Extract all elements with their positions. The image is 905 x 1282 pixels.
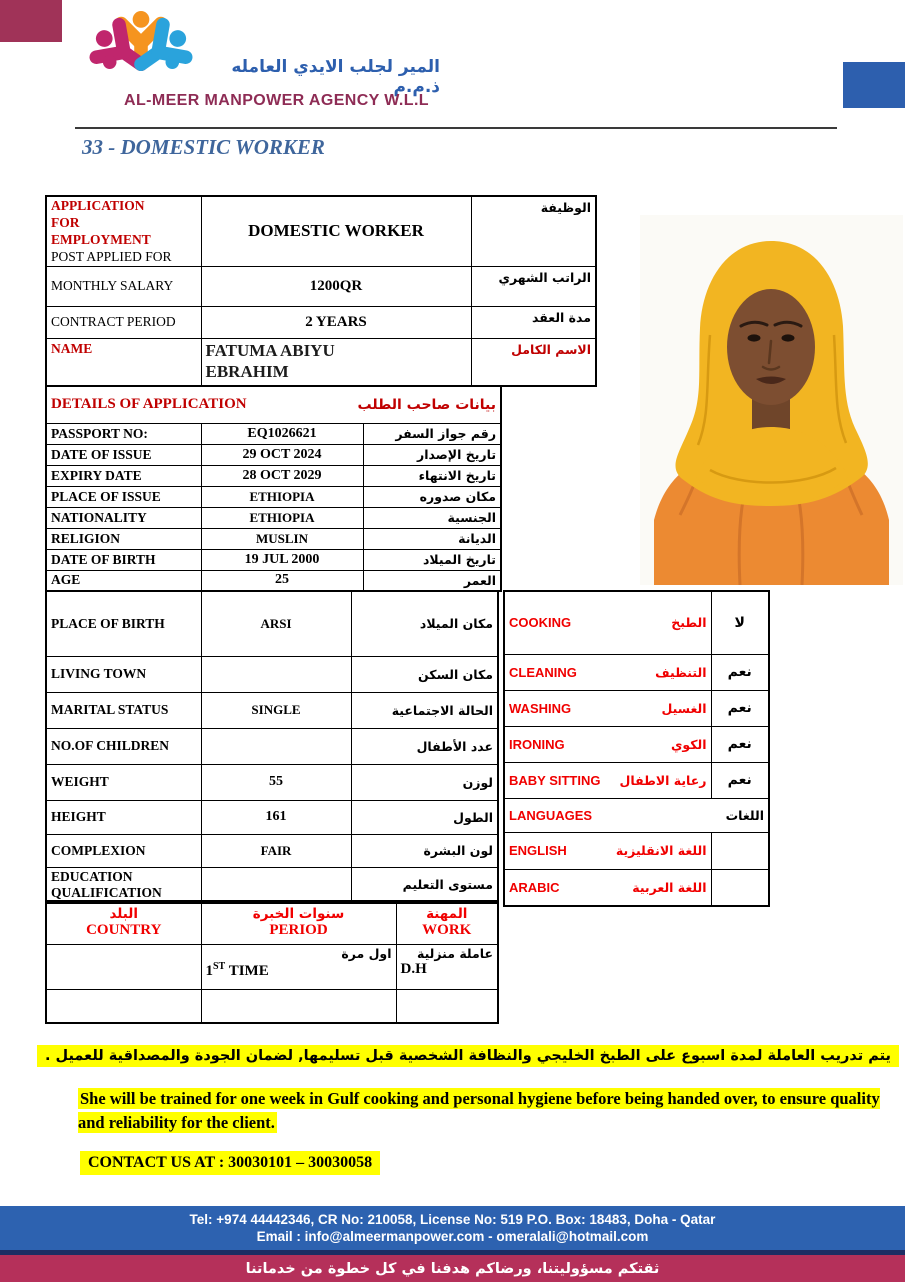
marital-status-label: MARITAL STATUS [46, 692, 201, 728]
age-row [46, 570, 501, 591]
complexion-arabic: لون البشرة [351, 834, 498, 867]
washing-label: WASHING [509, 700, 572, 716]
date-of-birth-label: DATE OF BIRTH [46, 549, 201, 570]
weight-row [46, 764, 498, 800]
place-of-issue-value: ETHIOPIA [201, 486, 363, 507]
marital-status-row [46, 692, 498, 728]
date-of-issue-label: DATE OF ISSUE [46, 444, 201, 465]
ironing-arabic: الكوي [670, 736, 707, 752]
weight-arabic: لوزن [351, 764, 498, 800]
personal-details-table [45, 590, 499, 904]
no-of-children-arabic: عدد الأطفال [351, 728, 498, 764]
nationality-row [46, 507, 501, 528]
place-of-birth-arabic: مكان الميلاد [351, 591, 498, 656]
details-header-ar: بيانات صاحب الطلب [357, 396, 497, 413]
complexion-row [46, 834, 498, 867]
details-header-en: DETAILS OF APPLICATION [51, 396, 247, 413]
footer-tagline: ثقتكم مسؤوليتنا، ورضاكم هدفنا في كل خطوة من خدماتنا [245, 1260, 660, 1277]
marital-status-arabic: الحالة الاجتماعية [351, 692, 498, 728]
work-header: WORK [422, 922, 472, 939]
passport-no-arabic: رقم جواز السفر [363, 423, 501, 444]
name-label: NAME [51, 340, 93, 356]
first-time-arabic: اول مرة [341, 945, 392, 961]
training-note-english: She will be trained for one week in Gulf cooking and personal hygiene before being handed over, to ensure quality and reliability for the client. [78, 1089, 880, 1132]
height-label: HEIGHT [46, 800, 201, 834]
monthly-salary-label: MONTHLY SALARY [46, 266, 201, 306]
date-of-issue-value: 29 OCT 2024 [201, 444, 363, 465]
right-blue-band [843, 62, 905, 108]
languages-label: LANGUAGES [509, 807, 593, 823]
contract-period-row [46, 306, 596, 338]
cooking-row [504, 591, 769, 654]
contact-numbers: CONTACT US AT : 30030101 – 30030058 [80, 1151, 380, 1175]
experience-table [45, 900, 499, 1024]
name-row [46, 338, 596, 386]
contract-period-label: CONTRACT PERIOD [46, 306, 201, 338]
passport-no-row [46, 423, 501, 444]
date-of-birth-value: 19 JUL 2000 [201, 549, 363, 570]
experience-country-cell [46, 944, 201, 989]
experience-row-2 [46, 989, 498, 1023]
period-arabic-header: سنوات الخبرة [252, 906, 345, 923]
baby-sitting-arabic: رعاية الاطفال [619, 772, 707, 788]
nationality-arabic: الجنسية [363, 507, 501, 528]
height-row [46, 800, 498, 834]
living-town-value [201, 656, 351, 692]
name-value: FATUMA ABIYU EBRAHIM [205, 340, 335, 381]
monthly-salary-arabic-label: الراتب الشهري [471, 266, 596, 306]
first-time-value: 1ST TIME [205, 960, 269, 979]
footer-tagline-bar [0, 1255, 905, 1282]
age-label: AGE [46, 570, 201, 591]
complexion-value: FAIR [201, 834, 351, 867]
name-arabic-label: الاسم الكامل [471, 338, 596, 386]
education-arabic: مستوى التعليم [351, 867, 498, 903]
date-of-issue-arabic: تاريخ الإصدار [363, 444, 501, 465]
passport-no-value: EQ1026621 [201, 423, 363, 444]
complexion-label: COMPLEXION [46, 834, 201, 867]
height-arabic: الطول [351, 800, 498, 834]
date-of-birth-row [46, 549, 501, 570]
footer-email-line: Email : info@almeermanpower.com - omeralali@hotmail.com [256, 1229, 649, 1244]
washing-row [504, 690, 769, 726]
ironing-row [504, 726, 769, 762]
cooking-answer: لا [711, 591, 769, 654]
height-value: 161 [201, 800, 351, 834]
domestic-helper-arabic: عاملة منزلية [416, 945, 493, 961]
english-row [504, 832, 769, 869]
monthly-salary-row [46, 266, 596, 306]
cleaning-label: CLEANING [509, 664, 577, 680]
place-of-issue-row [46, 486, 501, 507]
weight-label: WEIGHT [46, 764, 201, 800]
period-header: PERIOD [269, 922, 328, 939]
post-applied-arabic-label: الوظيفة [471, 196, 596, 266]
place-of-birth-value: ARSI [201, 591, 351, 656]
arabic-arabic: اللغة العربية [632, 879, 707, 895]
ironing-answer: نعم [711, 726, 769, 762]
religion-arabic: الديانة [363, 528, 501, 549]
country-header: COUNTRY [86, 922, 162, 939]
passport-details-table [45, 385, 502, 592]
no-of-children-label: NO.OF CHILDREN [46, 728, 201, 764]
left-maroon-band [0, 0, 62, 42]
arabic-answer [711, 869, 769, 906]
date-of-birth-arabic: تاريخ الميلاد [363, 549, 501, 570]
age-value: 25 [201, 570, 363, 591]
skills-table [503, 590, 770, 907]
training-note-arabic: يتم تدريب العاملة لمدة اسبوع على الطبخ الخليجي والنظافة الشخصية قبل تسليمها, لضمان الجودة والمصداقية للعميل . [37, 1045, 899, 1067]
languages-arabic: اللغات [725, 807, 764, 823]
contract-period-arabic-label: مدة العقد [471, 306, 596, 338]
place-of-issue-label: PLACE OF ISSUE [46, 486, 201, 507]
date-of-issue-row [46, 444, 501, 465]
expiry-date-value: 28 OCT 2029 [201, 465, 363, 486]
applicant-photo [640, 215, 903, 585]
passport-no-label: PASSPORT NO: [46, 423, 201, 444]
cleaning-row [504, 654, 769, 690]
page-title: 33 - DOMESTIC WORKER [82, 135, 325, 159]
monthly-salary-value: 1200QR [201, 266, 471, 306]
nationality-value: ETHIOPIA [201, 507, 363, 528]
arabic-label: ARABIC [509, 879, 560, 895]
education-row [46, 867, 498, 903]
education-value [201, 867, 351, 903]
cooking-arabic: الطبخ [671, 615, 707, 631]
footer-contact-bar [0, 1206, 905, 1250]
details-of-application-header [46, 386, 501, 423]
contract-period-value: 2 YEARS [201, 306, 471, 338]
no-of-children-value [201, 728, 351, 764]
experience-row-1 [46, 944, 498, 989]
english-answer [711, 832, 769, 869]
ironing-label: IRONING [509, 736, 565, 752]
baby-sitting-label: BABY SITTING [509, 772, 601, 788]
education-label: EDUCATION QUALIFICATION [46, 867, 201, 903]
religion-value: MUSLIN [201, 528, 363, 549]
agency-arabic-name: المير لجلب الايدي العامله ذ.م.م [231, 57, 440, 97]
weight-value: 55 [201, 764, 351, 800]
place-of-birth-row [46, 591, 498, 656]
languages-header-row [504, 798, 769, 832]
header-divider [75, 127, 837, 129]
cleaning-answer: نعم [711, 654, 769, 690]
expiry-date-label: EXPIRY DATE [46, 465, 201, 486]
expiry-date-arabic: تاريخ الانتهاء [363, 465, 501, 486]
no-of-children-row [46, 728, 498, 764]
cooking-label: COOKING [509, 615, 572, 631]
religion-row [46, 528, 501, 549]
baby-sitting-row [504, 762, 769, 798]
work-arabic-header: المهنة [426, 906, 468, 923]
experience-header-row [46, 901, 498, 944]
post-applied-row [46, 196, 596, 266]
post-applied-value: DOMESTIC WORKER [201, 196, 471, 266]
post-applied-for-label: POST APPLIED FOR [51, 248, 172, 264]
domestic-helper-value: D.H [400, 960, 427, 977]
english-arabic: اللغة الانقليزية [615, 843, 707, 858]
religion-label: RELIGION [46, 528, 201, 549]
country-arabic-header: البلد [109, 906, 139, 923]
living-town-label: LIVING TOWN [46, 656, 201, 692]
living-town-row [46, 656, 498, 692]
cleaning-arabic: التنظيف [655, 664, 707, 680]
marital-status-value: SINGLE [201, 692, 351, 728]
agency-name: AL-MEER MANPOWER AGENCY W.L.L [124, 92, 429, 109]
arabic-row [504, 869, 769, 906]
age-arabic: العمر [363, 570, 501, 591]
nationality-label: NATIONALITY [46, 507, 201, 528]
washing-arabic: الغسيل [661, 700, 707, 716]
washing-answer: نعم [711, 690, 769, 726]
application-for-employment-label: APPLICATION FOR EMPLOYMENT [51, 198, 151, 247]
employment-summary-table [45, 195, 597, 387]
english-label: ENGLISH [509, 843, 567, 858]
place-of-birth-label: PLACE OF BIRTH [46, 591, 201, 656]
living-town-arabic: مكان السكن [351, 656, 498, 692]
baby-sitting-answer: نعم [711, 762, 769, 798]
footer-contact-line: Tel: +974 44442346, CR No: 210058, License No: 519 P.O. Box: 18483, Doha - Qatar [189, 1212, 716, 1227]
expiry-date-row [46, 465, 501, 486]
place-of-issue-arabic: مكان صدوره [363, 486, 501, 507]
